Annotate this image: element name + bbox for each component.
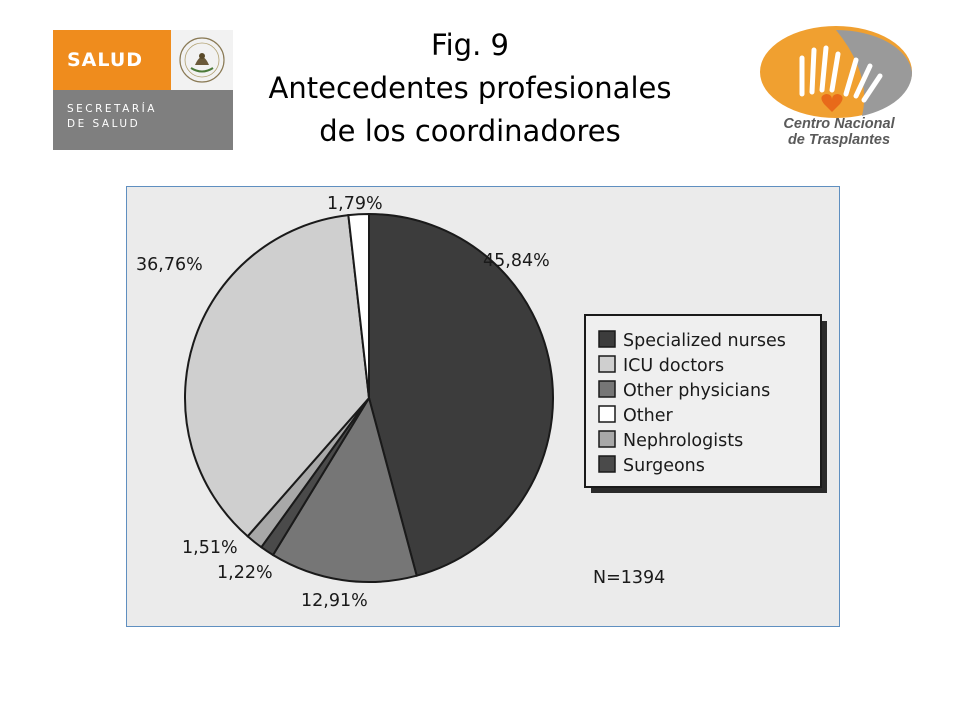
legend-label-specialized-nurses: Specialized nurses — [623, 331, 786, 351]
page-title — [260, 24, 680, 153]
legend-label-nephrologists: Nephrologists — [623, 431, 744, 451]
salud-logo-subtitle-line2: DE SALUD — [67, 118, 141, 130]
pie-chart — [127, 187, 840, 627]
pie-label-other: 1,79% — [327, 194, 383, 214]
salud-logo — [53, 30, 233, 150]
legend-swatch-nephrologists — [599, 431, 615, 447]
cenatra-logo-line1: Centro Nacional — [783, 116, 895, 132]
pie-label-surgeons: 1,22% — [217, 563, 273, 583]
legend-label-surgeons: Surgeons — [623, 456, 705, 476]
title-line-1: Fig. 9 — [431, 28, 509, 62]
sample-size-annotation: N=1394 — [593, 568, 666, 588]
salud-logo-brand: SALUD — [67, 49, 144, 71]
cenatra-logo-line2: de Trasplantes — [787, 132, 891, 148]
pie-label-specialized-nurses: 45,84% — [483, 251, 550, 271]
pie-label-icu-doctors: 36,76% — [136, 255, 203, 275]
legend-swatch-icu-doctors — [599, 356, 615, 372]
chart-legend — [585, 315, 827, 493]
title-line-3: de los coordinadores — [319, 114, 621, 148]
legend-swatch-specialized-nurses — [599, 331, 615, 347]
legend-swatch-other-physicians — [599, 381, 615, 397]
legend-swatch-surgeons — [599, 456, 615, 472]
cenatra-logo-text — [764, 116, 914, 148]
legend-swatch-other — [599, 406, 615, 422]
chart-frame — [126, 186, 840, 627]
pie-label-nephrologists: 1,51% — [182, 538, 238, 558]
salud-logo-subtitle — [67, 102, 157, 132]
salud-logo-subtitle-line1: SECRETARÍA — [67, 103, 157, 115]
salud-logo-orange-band — [53, 30, 171, 90]
legend-label-other-physicians: Other physicians — [623, 381, 771, 401]
title-line-2: Antecedentes profesionales — [268, 71, 672, 105]
legend-label-icu-doctors: ICU doctors — [623, 356, 725, 376]
mexico-seal-icon — [171, 30, 233, 90]
salud-logo-top — [53, 30, 233, 90]
legend-label-other: Other — [623, 406, 673, 426]
pie-label-other-physicians: 12,91% — [301, 591, 368, 611]
